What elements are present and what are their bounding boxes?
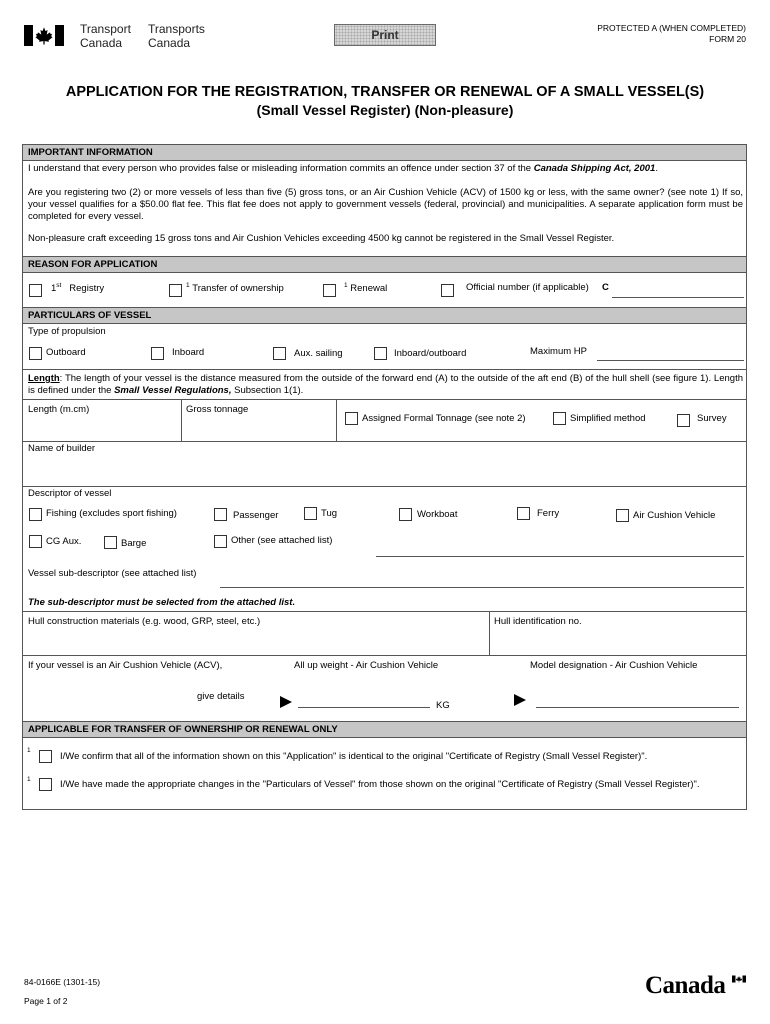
propulsion-label: Type of propulsion	[28, 326, 106, 337]
first-registry-label: 1st Registry	[51, 281, 105, 294]
subdescriptor-field[interactable]	[220, 587, 744, 588]
builder-label: Name of builder	[28, 443, 96, 454]
workboat-checkbox[interactable]	[399, 508, 412, 521]
official-number-label: Official number (if applicable)	[466, 282, 589, 293]
form-subtitle: (Small Vessel Register) (Non-pleasure)	[256, 102, 514, 118]
acv-weight-label: All up weight - Air Cushion Vehicle	[294, 660, 439, 671]
section-reason-for-application: REASON FOR APPLICATION	[23, 256, 746, 273]
acv-model-field[interactable]	[536, 707, 739, 708]
footnote-marker: 1	[27, 747, 31, 754]
length-label: Length (m.cm)	[28, 404, 90, 415]
confirm-identical-label: I/We confirm that all of the information shown on this "Application" is identical to the original "Certificate of Registry (Small Vessel Register)".	[60, 751, 648, 762]
length-definition: Length: The length of your vessel is the distance measured from the outside of the forward end (A) to the outside of the aft end (B) of the hull shell (see figure 1). Length is defined under the Small Vessel Regulations, Subsection 1(1).	[28, 373, 743, 396]
form-number: 84-0166E (1301-15)	[24, 977, 101, 987]
max-hp-label: Maximum HP	[530, 346, 588, 357]
fishing-checkbox[interactable]	[29, 508, 42, 521]
divider	[23, 486, 746, 487]
transfer-ownership-label: $^1$ Transfer of ownership	[186, 281, 284, 294]
survey-checkbox[interactable]	[677, 414, 690, 427]
barge-checkbox[interactable]	[104, 536, 117, 549]
fishing-label: Fishing (excludes sport fishing)	[46, 508, 177, 519]
tug-checkbox[interactable]	[304, 507, 317, 520]
ferry-label: Ferry	[537, 508, 560, 519]
page-number: Page 1 of 2	[24, 996, 68, 1006]
department-name-english: Transport Canada	[80, 22, 131, 50]
first-registry-checkbox[interactable]	[29, 284, 42, 297]
tug-label: Tug	[321, 508, 338, 519]
cg-aux-label: CG Aux.	[46, 536, 82, 547]
other-descriptor-field[interactable]	[376, 556, 744, 557]
other-descriptor-checkbox[interactable]	[214, 535, 227, 548]
other-descriptor-label: Other (see attached list)	[231, 535, 333, 546]
descriptor-label: Descriptor of vessel	[28, 488, 112, 499]
workboat-label: Workboat	[417, 509, 458, 520]
air-cushion-vehicle-checkbox[interactable]	[616, 509, 629, 522]
renewal-label: $^1$ Renewal	[344, 281, 388, 294]
department-name-french: Transports Canada	[148, 22, 205, 50]
inboard-outboard-checkbox[interactable]	[374, 347, 387, 360]
arrow-right-icon	[514, 694, 526, 706]
changes-made-checkbox[interactable]	[39, 778, 52, 791]
canada-flag-icon	[732, 975, 746, 983]
aux-sailing-label: Aux. sailing	[294, 348, 343, 359]
divider	[489, 611, 490, 655]
divider	[23, 655, 746, 656]
outboard-label: Outboard	[46, 347, 86, 358]
changes-made-label: I/We have made the appropriate changes in the "Particulars of Vessel" from those shown on the original "Certificate of Registry (Small Vessel Register)".	[60, 779, 700, 790]
survey-label: Survey	[697, 413, 727, 424]
subdescriptor-note: The sub-descriptor must be selected from the attached list.	[28, 597, 296, 608]
acv-weight-field[interactable]	[298, 707, 430, 708]
passenger-label: Passenger	[233, 510, 279, 521]
arrow-right-icon	[280, 696, 292, 708]
inboard-outboard-label: Inboard/outboard	[394, 348, 467, 359]
barge-label: Barge	[121, 538, 147, 549]
form-title: APPLICATION FOR THE REGISTRATION, TRANSFER OR RENEWAL OF A SMALL VESSEL(S)	[65, 84, 705, 100]
hull-materials-label: Hull construction materials (e.g. wood, GRP, steel, etc.)	[28, 616, 261, 627]
flat-fee-note: Are you registering two (2) or more vessels of less than five (5) gross tons, or an Air Cushion Vehicle (ACV) of 1500 kg or less, with the same owner? (see note 1) If so, your vessel qualifies for a $50.00 flat fee. This flat fee does not apply to government vessels (federal, provincial) and municipalities. A separate application form must be completed for every vessel.	[28, 187, 743, 222]
acv-weight-unit: KG	[436, 700, 450, 711]
passenger-checkbox[interactable]	[214, 508, 227, 521]
renewal-checkbox[interactable]	[323, 284, 336, 297]
official-number-prefix: C	[602, 282, 609, 293]
section-important-information: IMPORTANT INFORMATION	[23, 144, 746, 161]
acv-give-details-label: give details	[197, 691, 245, 702]
offence-statement: I understand that every person who provides false or misleading information commits an offence under section 37 of the Canada Shipping Act, 2001.	[28, 163, 658, 174]
assigned-formal-tonnage-checkbox[interactable]	[345, 412, 358, 425]
inboard-label: Inboard	[172, 347, 205, 358]
canada-flag-icon	[24, 25, 64, 46]
divider	[23, 441, 746, 442]
cg-aux-checkbox[interactable]	[29, 535, 42, 548]
canada-wordmark: Canada	[645, 972, 726, 999]
section-particulars-of-vessel: PARTICULARS OF VESSEL	[23, 307, 746, 324]
simplified-method-label: Simplified method	[570, 413, 646, 424]
divider	[23, 399, 746, 400]
simplified-method-checkbox[interactable]	[553, 412, 566, 425]
divider	[336, 399, 337, 441]
acv-label: If your vessel is an Air Cushion Vehicle (ACV),	[28, 660, 223, 671]
section-transfer-or-renewal: APPLICABLE FOR TRANSFER OF OWNERSHIP OR RENEWAL ONLY	[23, 721, 746, 738]
transfer-ownership-checkbox[interactable]	[169, 284, 182, 297]
official-number-checkbox[interactable]	[441, 284, 454, 297]
divider	[181, 399, 182, 441]
outboard-checkbox[interactable]	[29, 347, 42, 360]
assigned-formal-tonnage-label: Assigned Formal Tonnage (see note 2)	[362, 413, 526, 424]
confirm-identical-checkbox[interactable]	[39, 750, 52, 763]
hull-id-label: Hull identification no.	[494, 616, 582, 627]
subdescriptor-label: Vessel sub-descriptor (see attached list)	[28, 568, 197, 579]
divider	[23, 369, 746, 370]
print-button[interactable]: Print	[334, 24, 436, 46]
aux-sailing-checkbox[interactable]	[273, 347, 286, 360]
inboard-checkbox[interactable]	[151, 347, 164, 360]
ferry-checkbox[interactable]	[517, 507, 530, 520]
official-number-field[interactable]	[612, 297, 744, 298]
acv-model-label: Model designation - Air Cushion Vehicle	[530, 660, 698, 671]
max-hp-field[interactable]	[597, 360, 744, 361]
air-cushion-vehicle-label: Air Cushion Vehicle	[633, 510, 716, 521]
protected-label: PROTECTED A (WHEN COMPLETED) FORM 20	[597, 23, 746, 44]
divider	[23, 611, 746, 612]
register-limit-note: Non-pleasure craft exceeding 15 gross tons and Air Cushion Vehicles exceeding 4500 kg cannot be registered in the Small Vessel Register.	[28, 233, 615, 244]
gross-tonnage-label: Gross tonnage	[186, 404, 249, 415]
footnote-marker: 1	[27, 776, 31, 783]
